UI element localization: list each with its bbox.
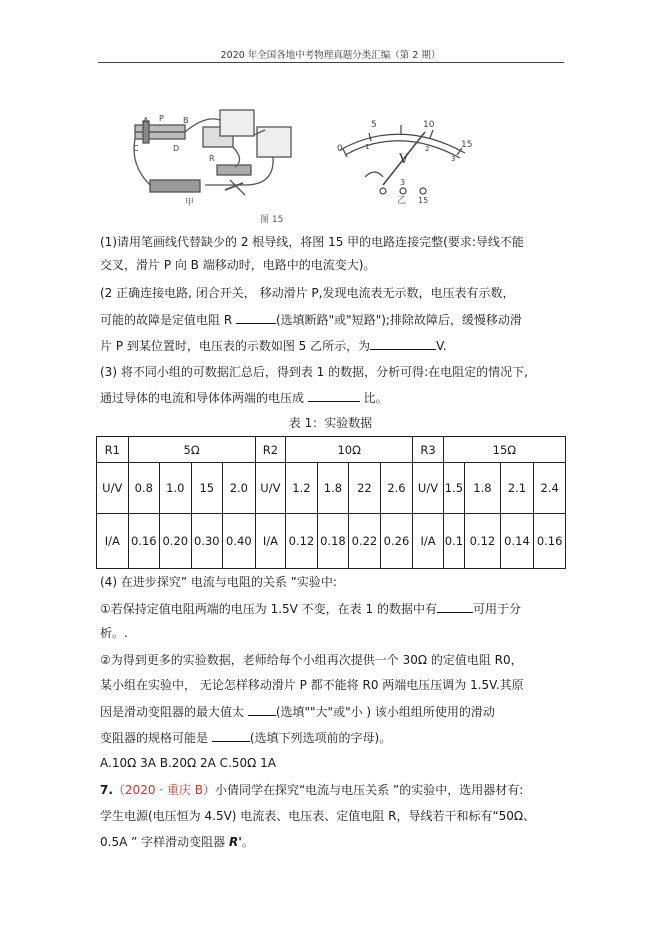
svg-text:B: B — [183, 116, 189, 125]
q4-p2-cont3: 变阻器的规格可能是 (选填下列选项前的字母)。 — [100, 731, 392, 745]
svg-text:V: V — [399, 152, 409, 167]
svg-text:C: C — [133, 144, 139, 153]
svg-text:3: 3 — [400, 178, 406, 187]
blank-size — [248, 703, 276, 716]
table-caption: 表 1：实验数据 — [288, 416, 373, 430]
table-row: U/V 0.8 1.0 15 2.0 U/V 1.2 1.8 22 2.6 U/V 1.5 1.8 2.1 2.4 — [97, 463, 566, 514]
q4-p2-cont2: 因是滑动变阻器的最大值太 (选填""大"或"小 ) 该小组组所使用的滑动 — [100, 705, 495, 719]
svg-text:3: 3 — [451, 155, 456, 163]
q3-line1: (3) 将不同小组的可数据汇总后，得到表 1 的数据，分析可得:在电阻定的情况下, — [100, 365, 528, 379]
svg-text:乙: 乙 — [397, 196, 407, 206]
svg-text:15: 15 — [461, 140, 473, 150]
table-row: R1 5Ω R2 10Ω R3 15Ω — [97, 437, 566, 463]
blank-proportion — [308, 389, 360, 402]
q7-line1: 7.（2020 · 重庆 B）小倩同学在探究“电流与电压关系 ”的实验中，选用器材有: — [100, 783, 524, 797]
svg-text:1: 1 — [365, 143, 370, 151]
q7-source: （2020 · 重庆 B） — [112, 783, 215, 797]
q7-line2: 学生电源(电压恒为 4.5V) 电流表、电压表、定值电阻 R，导线若干和标有“50Ω、 — [100, 809, 536, 823]
q2-line2: 可能的故障是定值电阻 R (选填断路"或"短路");排除故障后，缓慢移动滑 — [100, 313, 522, 327]
q4-options: A.10Ω 3A B.20Ω 2A C.50Ω 1A — [100, 756, 276, 770]
q1-line1: (1)请用笔画线代替缺少的 2 根导线，将图 15 甲的电路连接完整(要求:导线不能 — [100, 235, 524, 249]
svg-text:0: 0 — [337, 144, 343, 154]
figure-15 — [125, 105, 495, 227]
q4-p1: ①若保持定值电阻两端的电压为 1.5V 不变，在表 1 的数据中有 可用于分 — [100, 602, 521, 616]
svg-text:15: 15 — [418, 196, 429, 205]
svg-text:5: 5 — [371, 120, 377, 130]
svg-text:图 15: 图 15 — [260, 215, 284, 225]
q4-p1-cont: 析。. — [100, 626, 128, 640]
q2-line1: (2 正确连接电路, 闭合开关， 移动滑片 P,发现电流表无示数，电压表有示数， — [100, 286, 515, 300]
svg-text:2: 2 — [425, 145, 430, 153]
q3-line2: 通过导体的电流和导体体两端的电压成 比。 — [100, 391, 388, 405]
svg-text:P: P — [159, 114, 164, 123]
q2-line3: 片 P 到某位置时，电压表的示数如图 5 乙所示，为 V. — [100, 339, 447, 353]
blank-option — [212, 729, 250, 742]
q1-line2: 交叉，滑片 P 向 B 端移动时，电路中的电流变大)。 — [100, 258, 376, 272]
svg-text:甲: 甲 — [185, 198, 195, 208]
svg-text:A: A — [143, 116, 149, 125]
q4-line0: (4) 在进步探究” 电流与电阻的关系 ”实验中: — [100, 575, 337, 589]
q4-p2: ②为得到更多的实验数据，老师给每个小组再次提供一个 30Ω 的定值电阻 R0， — [100, 653, 523, 667]
blank-fault — [236, 311, 276, 324]
svg-text:10: 10 — [423, 120, 435, 130]
q7-line3: 0.5A ” 字样滑动变阻器 R'。 — [100, 835, 254, 849]
svg-text:D: D — [173, 144, 180, 153]
page-header: 2020 年全国各地中考物理真题分类汇编（第 2 期） — [220, 50, 441, 61]
svg-text:R: R — [209, 154, 215, 163]
data-table — [96, 436, 566, 569]
header-rule — [98, 62, 564, 63]
blank-groups — [437, 600, 473, 613]
q4-p2-cont1: 某小组在实验中， 无论怎样移动滑片 P 都不能将 R0 两端电压压调为 1.5V.其原 — [100, 678, 524, 692]
table-row: I/A 0.16 0.20 0.30 0.40 I/A 0.12 0.18 0.22 0.26 I/A 0.1 0.12 0.14 0.16 — [97, 514, 566, 569]
blank-voltage — [370, 337, 436, 350]
